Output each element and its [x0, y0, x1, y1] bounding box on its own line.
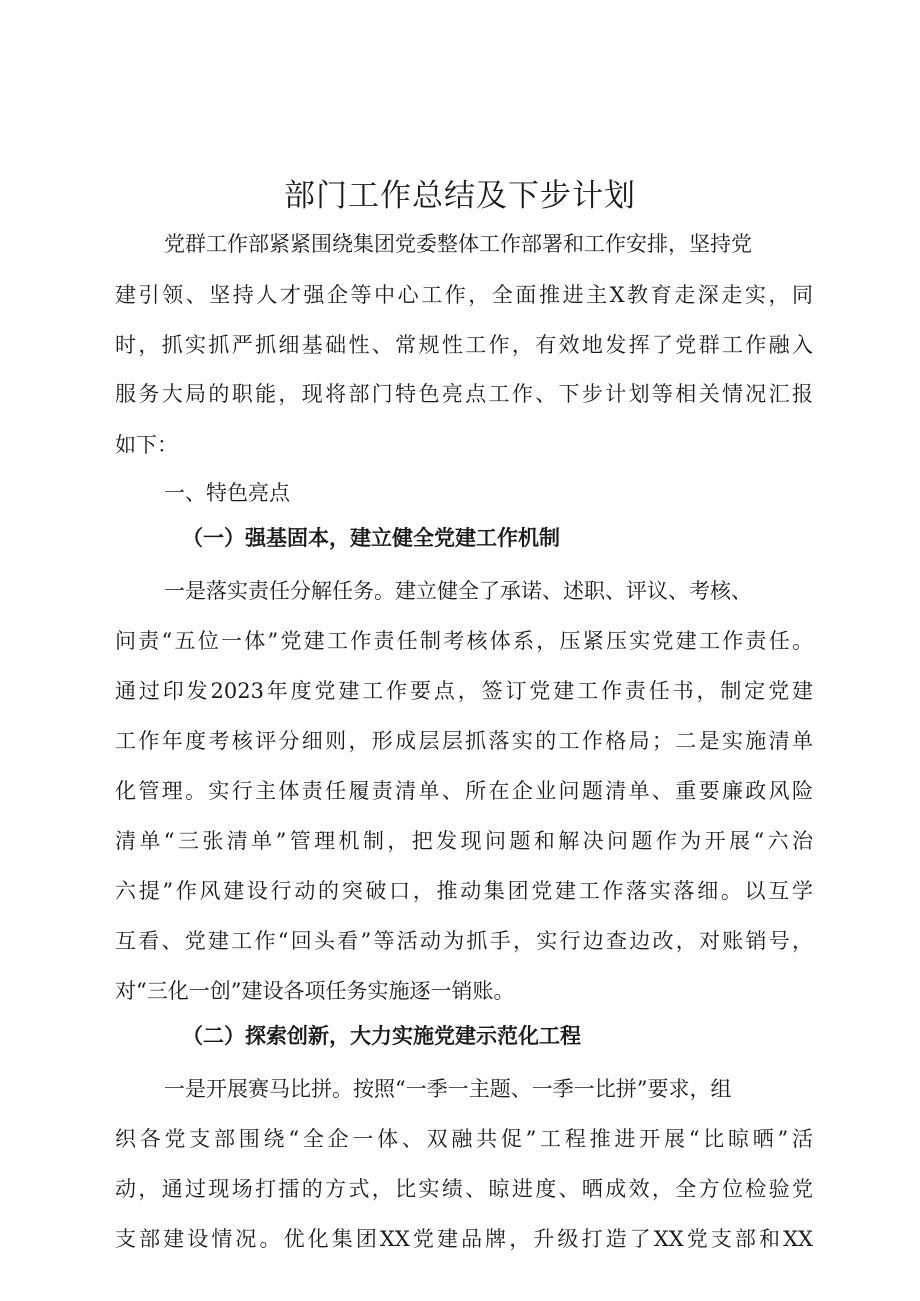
- body-line: 一是落实责任分解任务。建立健全了承诺、述职、评议、考核、: [164, 579, 752, 603]
- intro-line: 服务大局的职能，现将部门特色亮点工作、下步计划等相关情况汇报: [115, 382, 813, 406]
- body-line: 化管理。实行主体责任履责清单、所在企业问题清单、重要廉政风险: [115, 779, 813, 803]
- body-line: 对“三化一创”建设各项任务实施逐一销账。: [115, 979, 515, 1003]
- body-line: 支部建设情况。优化集团XX党建品牌，升级打造了XX党支部和XX: [115, 1227, 813, 1251]
- body-line: 织各党支部围绕“全企一体、双融共促”工程推进开展“比晾晒”活: [115, 1127, 813, 1151]
- body-line: 动，通过现场打擂的方式，比实绩、晾进度、晒成效，全方位检验党: [115, 1177, 813, 1201]
- body-line: 清单“三张清单”管理机制，把发现问题和解决问题作为开展“六治: [115, 829, 813, 853]
- document-title: 部门工作总结及下步计划: [284, 178, 636, 214]
- intro-line: 建引领、坚持人才强企等中心工作，全面推进主X教育走深走实，同: [115, 283, 813, 307]
- intro-line: 如下：: [115, 433, 178, 457]
- subsection-heading: （一）强基固本，建立健全党建工作机制: [182, 525, 560, 550]
- body-line: 工作年度考核评分细则，形成层层抓落实的工作格局；二是实施清单: [115, 729, 813, 753]
- body-line: 通过印发2023年度党建工作要点，签订党建工作责任书，制定党建: [115, 679, 813, 703]
- intro-line: 时，抓实抓严抓细基础性、常规性工作，有效地发挥了党群工作融入: [115, 333, 813, 357]
- body-line: 互看、党建工作“回头看”等活动为抓手，实行边查边改，对账销号，: [115, 929, 813, 953]
- body-line: 一是开展赛马比拼。按照“一季一主题、一季一比拼”要求，组: [164, 1077, 732, 1101]
- body-line: 问责“五位一体”党建工作责任制考核体系，压紧压实党建工作责任。: [115, 629, 813, 653]
- body-line: 六提”作风建设行动的突破口，推动集团党建工作落实落细。以互学: [115, 879, 813, 903]
- subsection-heading: （二）探索创新，大力实施党建示范化工程: [182, 1023, 581, 1048]
- intro-line: 党群工作部紧紧围绕集团党委整体工作部署和工作安排，坚持党: [164, 232, 752, 256]
- section-heading: 一、特色亮点: [164, 481, 290, 505]
